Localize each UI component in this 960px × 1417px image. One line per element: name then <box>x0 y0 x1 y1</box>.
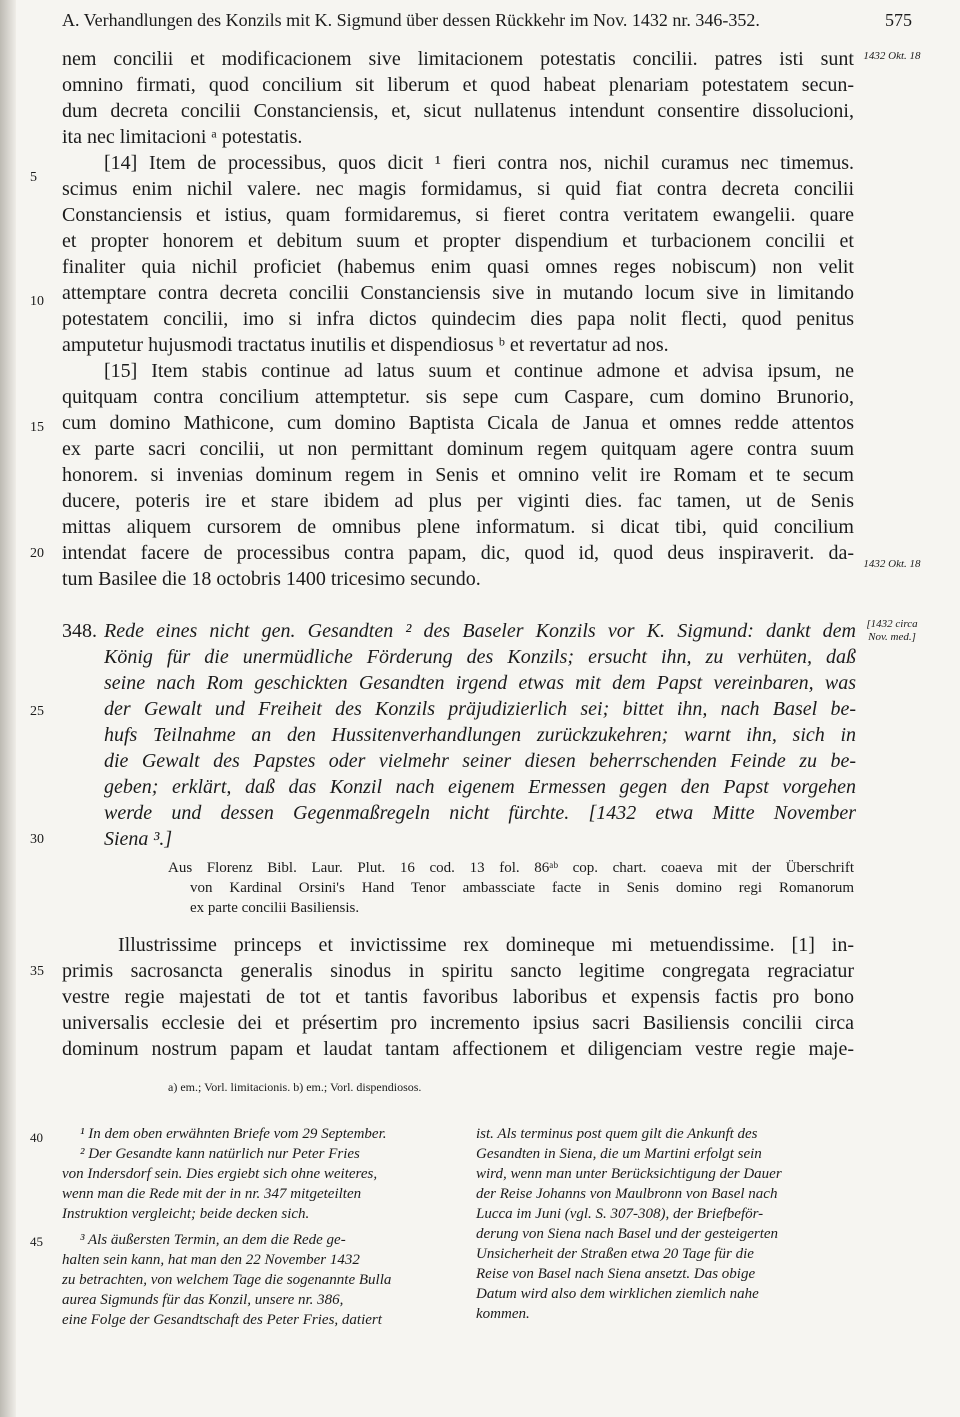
source-line: Aus Florenz Bibl. Laur. Plut. 16 cod. 13 fol. 86ᵃᵇ cop. chart. coaeva mit der Überschrift <box>168 860 854 876</box>
footnote-line: Datum wird also dem wirklichen ziemlich nahe <box>476 1286 759 1302</box>
body-line: potestatem concilii, imo si infra dictos quindecim dies papa nolit flecti, quod penitus <box>62 308 854 330</box>
line-number: 30 <box>30 832 44 847</box>
body-line: cum domino Mathicone, cum domino Baptista Cicala de Janua et omnes redde attentos <box>62 412 854 434</box>
body-line: ita nec limitacioni ᵃ potestatis. <box>62 126 303 148</box>
section-text-line: universalis ecclesie dei et présertim pro incremento ipsius sacri Basiliensis concilii circa <box>62 1012 854 1034</box>
body-line: nem concilii et modificacionem sive limitacionem potestatis concilii. patres isti sunt <box>62 48 854 70</box>
section-heading-line: Rede eines nicht gen. Gesandten ² des Baseler Konzils vor K. Sigmund: dankt dem <box>104 620 856 642</box>
source-line: von Kardinal Orsini's Hand Tenor ambassciate facte in Senis domino regi Romanorum <box>190 880 854 896</box>
footnote-line: ³ Als äußersten Termin, an dem die Rede ge- <box>80 1232 346 1248</box>
section-text-line: primis sacrosancta generalis sinodus in spiritu sancto legitime congregata regraciatur <box>62 960 854 982</box>
body-line: honorem. si invenias dominum regem in Senis et omnino velit ire Romam et te secum <box>62 464 854 486</box>
body-line: finaliter quia nichil proficiet (habemus enim quasi omnes reges nobiscum) non velit <box>62 256 854 278</box>
footnote-line: aurea Sigmunds für das Konzil, unsere nr. 386, <box>62 1292 344 1308</box>
body-line: mittas aliquem cursorem de omnibus plene informatum. si dicat tibi, quid concilium <box>62 516 854 538</box>
section-heading-line: die Gewalt des Papstes oder vielmehr seiner diesen beherrschenden Feinde zu be- <box>104 750 856 772</box>
footnote-line: wird, wenn man unter Berücksichtigung der Dauer <box>476 1166 782 1182</box>
footnote-line-number: 45 <box>30 1234 43 1249</box>
body-line: attemptare contra decreta concilii Constanciensis sive in mutando locum sive in limitando <box>62 282 854 304</box>
body-line: amputetur hujusmodi tractatus inutilis et dispendiosus ᵇ et revertatur ad nos. <box>62 334 669 356</box>
page-edge-shadow <box>0 0 16 1417</box>
body-line: dum decreta concilii Constanciensis, et, sicut nullatenus intendunt consentire dissolucioni, <box>62 100 854 122</box>
footnote-line: Reise von Basel nach Siena ansetzt. Das obige <box>476 1266 756 1282</box>
footnote-line: ¹ In dem oben erwähnten Briefe vom 29 September. <box>80 1126 387 1142</box>
footnote-line: derung von Siena nach Basel und der gesteigerten <box>476 1226 779 1242</box>
body-line: omnino firmati, quod concilium sit liberum et quod habeat plenariam potestatem secun- <box>62 74 854 96</box>
section-heading-line: hufs Teilnahme an den Hussitenverhandlungen zurückzukehren; warnt ihn, sich in <box>104 724 856 746</box>
body-line: ducere, poteris ire et stare ibidem ad plus per viginti dies. fac tamen, ut de Senis <box>62 490 854 512</box>
critical-apparatus: a) em.; Vorl. limitacionis. b) em.; Vorl. dispendiosos. <box>168 1080 422 1094</box>
margin-date-section: [1432 circa Nov. med.] <box>866 618 918 643</box>
footnote-line: zu betrachten, von welchem Tage die sogenannte Bulla <box>62 1272 392 1288</box>
margin-date-bottom: 1432 Okt. 18 <box>863 558 921 570</box>
section-heading-line: Siena ³.] <box>104 828 173 850</box>
running-header-title: A. Verhandlungen des Konzils mit K. Sigmund über dessen Rückkehr im Nov. 1432 nr. 346-352. <box>62 10 760 30</box>
footnote-line: Gesandten in Siena, die um Martini erfolgt sein <box>476 1146 762 1162</box>
footnote-line: halten sein kann, hat man den 22 November 1432 <box>62 1252 360 1268</box>
body-line: [15] Item stabis continue ad latus suum et continue admone et advisa ipsum, ne <box>104 360 854 382</box>
line-number: 35 <box>30 964 44 979</box>
body-line: ex parte sacri concilii, ut non permittant dominum regem quitquam agere contra suum <box>62 438 854 460</box>
footnote-line: Instruktion vergleicht; beide decken sich. <box>62 1206 310 1222</box>
section-text-line: dominum nostrum papam et laudat tantam affectionem et diligenciam vestre regie maje- <box>62 1038 854 1060</box>
line-number: 25 <box>30 704 44 719</box>
running-header <box>62 10 912 38</box>
body-line: tum Basilee die 18 octobris 1400 tricesimo secundo. <box>62 568 481 590</box>
line-number: 15 <box>30 420 44 435</box>
section-heading-line: werde und dessen Gegenmaßregeln nicht fürchte. [1432 etwa Mitte November <box>104 802 856 824</box>
footnote-line: ist. Als terminus post quem gilt die Ankunft des <box>476 1126 758 1142</box>
line-number: 5 <box>30 170 37 185</box>
page-number: 575 <box>885 10 912 30</box>
section-number: 348. <box>62 620 97 642</box>
line-number: 20 <box>30 546 44 561</box>
line-number: 10 <box>30 294 44 309</box>
section-heading-line: seine nach Rom geschickten Gesandten irgend etwas mit dem Papst vereinbaren, was <box>104 672 856 694</box>
section-heading-line: König für die unermüdliche Förderung des Konzils; ersucht ihn, zu verhüten, daß <box>104 646 856 668</box>
margin-date-top: 1432 Okt. 18 <box>863 50 921 62</box>
footnote-line: der Reise Johanns von Maulbronn von Basel nach <box>476 1186 778 1202</box>
body-line: intendat facere de processibus contra papam, dic, quod id, quod deus inspiraverit. da- <box>62 542 854 564</box>
footnote-line: Lucca im Juni (vgl. S. 307-308), der Briefbeför- <box>476 1206 764 1222</box>
body-line: scimus enim nichil valere. nec magis formidamus, si quid fiat contra decreta concilii <box>62 178 854 200</box>
footnote-line-number: 40 <box>30 1130 43 1145</box>
footnote-line: Unsicherheit der Straßen etwa 20 Tage für die <box>476 1246 754 1262</box>
source-line: ex parte concilii Basiliensis. <box>190 900 360 916</box>
section-heading-line: der Gewalt und Freiheit des Konzils präjudizierlich sei; bittet ihn, nach Basel be- <box>104 698 856 720</box>
body-line: quitquam contra concilium attemptetur. sis sepe cum Caspare, cum domino Brunorio, <box>62 386 854 408</box>
footnote-line: ² Der Gesandte kann natürlich nur Peter Fries <box>80 1146 360 1162</box>
footnote-line: kommen. <box>476 1306 530 1322</box>
footnote-line: von Indersdorf sein. Dies ergiebt sich ohne weiteres, <box>62 1166 378 1182</box>
footnote-line: eine Folge der Gesandtschaft des Peter Fries, datiert <box>62 1312 382 1328</box>
body-line: Constanciensis et istius, quam formidaremus, si fieret contra veritatem ewangelii. quare <box>62 204 854 226</box>
section-text-line: Illustrissime princeps et invictissime rex domineque mi metuendissime. [1] in- <box>118 934 854 956</box>
body-line: [14] Item de processibus, quos dicit ¹ fieri contra nos, nichil curamus nec timemus. <box>104 152 854 174</box>
footnote-line: wenn man die Rede mit der in nr. 347 mitgeteilten <box>62 1186 362 1202</box>
section-heading-line: geben; erklärt, daß das Konzil nach eigenem Ermessen gegen den Papst vorgehen <box>104 776 856 798</box>
body-line: et propter honorem et debitum suum et propter dispendium et turbacionem concilii et <box>62 230 854 252</box>
section-text-line: vestre regie majestati de tot et tantis favoribus laboribus et expensis factis pro bono <box>62 986 854 1008</box>
